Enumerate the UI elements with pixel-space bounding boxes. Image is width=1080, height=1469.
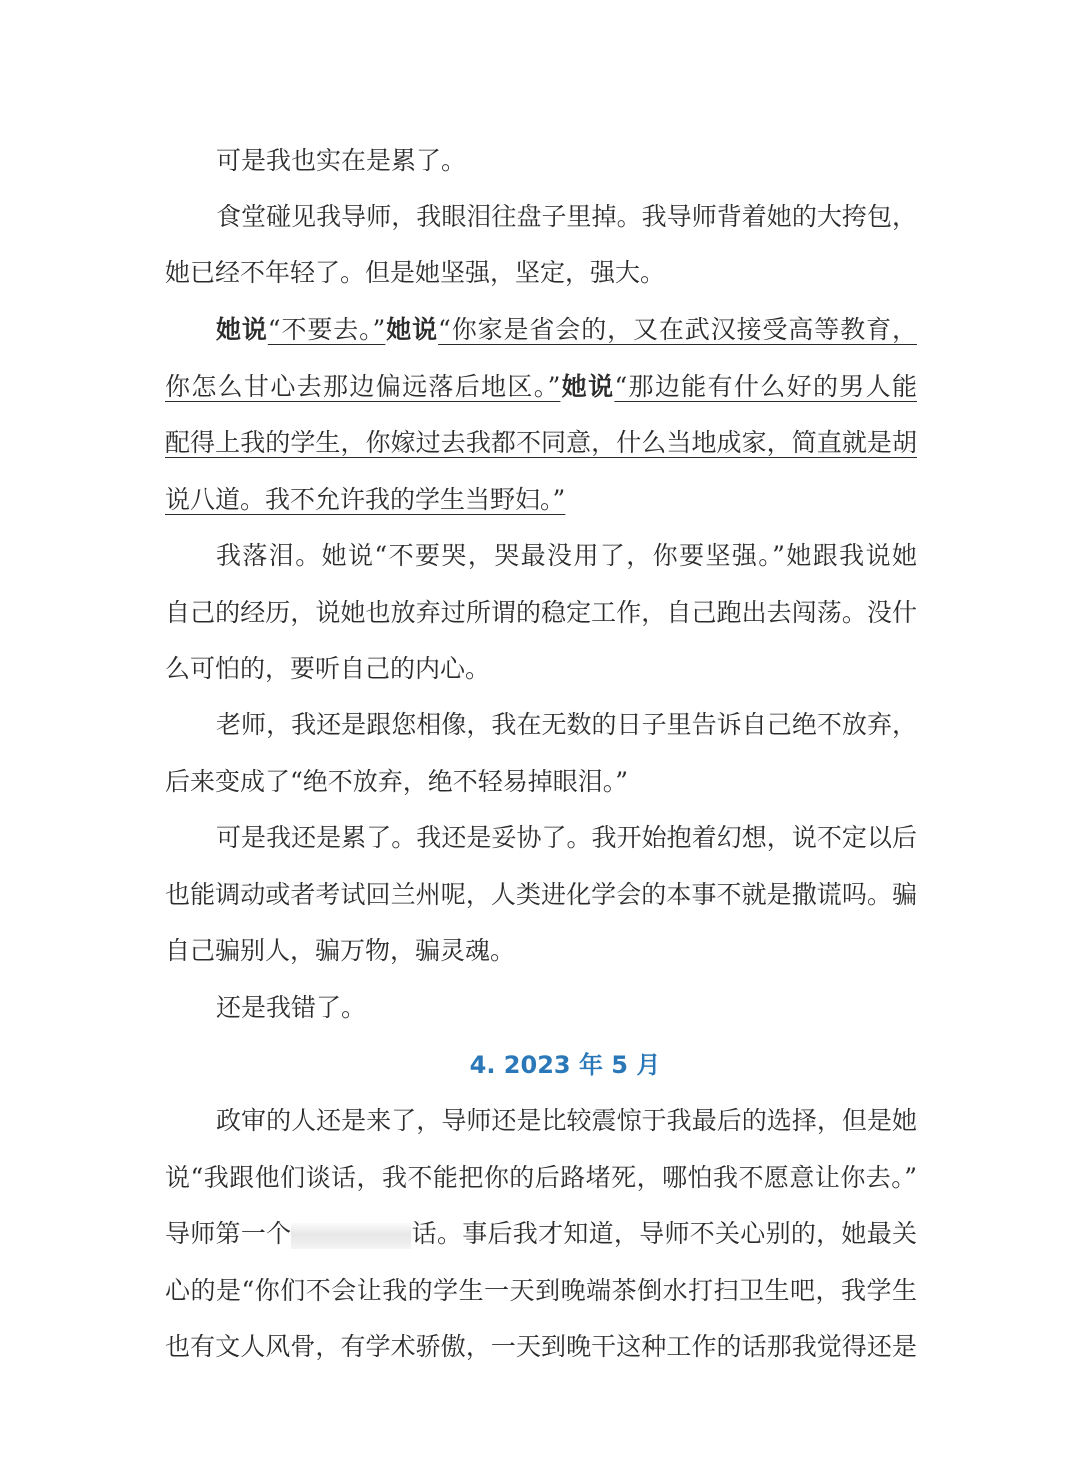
paragraph-line (165, 1214, 917, 1254)
paragraph-line: 自己骗别人，骗万物，骗灵魂。 (165, 936, 516, 965)
speaker-label: 她说 (560, 372, 615, 401)
quote-line (165, 367, 917, 407)
underlined-quote: 你怎么甘心去那边偏远落后地区。” (165, 372, 561, 401)
paragraph-line: 食堂碰见我导师，我眼泪往盘子里掉。我导师背着她的大挎包， (216, 202, 917, 231)
speaker-label: 她说 (216, 315, 268, 344)
paragraph-line: 可是我也实在是累了。 (216, 146, 467, 175)
quote-line (216, 310, 917, 350)
text-segment: 导师第一个 (165, 1219, 292, 1248)
quote-line (165, 423, 917, 463)
paragraph-line: 她已经不年轻了。但是她坚强，坚定，强大。 (165, 258, 666, 287)
paragraph-line: 后来变成了“绝不放弃，绝不轻易掉眼泪。” (165, 767, 629, 796)
paragraph-line: 可是我还是累了。我还是妥协了。我开始抱着幻想，说不定以后 (216, 823, 917, 852)
paragraph-line: 说“我跟他们谈话，我不能把你的后路堵死，哪怕我不愿意让你去。” (165, 1163, 917, 1192)
redacted-text (291, 1223, 411, 1249)
underlined-quote: 配得上我的学生，你嫁过去我都不同意，什么当地成家，简直就是胡 (165, 428, 917, 457)
underlined-quote: “你家是省会的，又在武汉接受高等教育， (438, 315, 917, 344)
paragraph-line: 么可怕的，要听自己的内心。 (165, 654, 491, 683)
paragraph-line: 也有文人风骨，有学术骄傲，一天到晚干这种工作的话那我觉得还是 (165, 1332, 917, 1361)
paragraph-line: 也能调动或者考试回兰州呢，人类进化学会的本事不就是撒谎吗。骗 (165, 880, 917, 909)
paragraph-line: 老师，我还是跟您相像，我在无数的日子里告诉自己绝不放弃， (216, 710, 917, 739)
paragraph-line: 心的是“你们不会让我的学生一天到晚端茶倒水打扫卫生吧，我学生 (165, 1276, 917, 1305)
underlined-quote: 说八道。我不允许我的学生当野妇。” (165, 485, 566, 514)
quote-line (165, 480, 917, 520)
section-heading: 4. 2023 年 5 月 (469, 1051, 661, 1079)
underlined-quote: “那边能有什么好的男人能 (614, 372, 917, 401)
paragraph-line: 还是我错了。 (216, 993, 367, 1022)
paragraph-line: 我落泪。她说“不要哭，哭最没用了，你要坚强。”她跟我说她 (216, 541, 917, 570)
paragraph-line: 自己的经历，说她也放弃过所谓的稳定工作，自己跑出去闯荡。没什 (165, 598, 917, 627)
speaker-label: 她说 (385, 315, 439, 344)
text-segment: 话。事后我才知道，导师不关心别的，她最关 (411, 1219, 917, 1248)
underlined-quote: “不要去。” (267, 315, 386, 344)
paragraph-line: 政审的人还是来了，导师还是比较震惊于我最后的选择，但是她 (216, 1106, 917, 1135)
